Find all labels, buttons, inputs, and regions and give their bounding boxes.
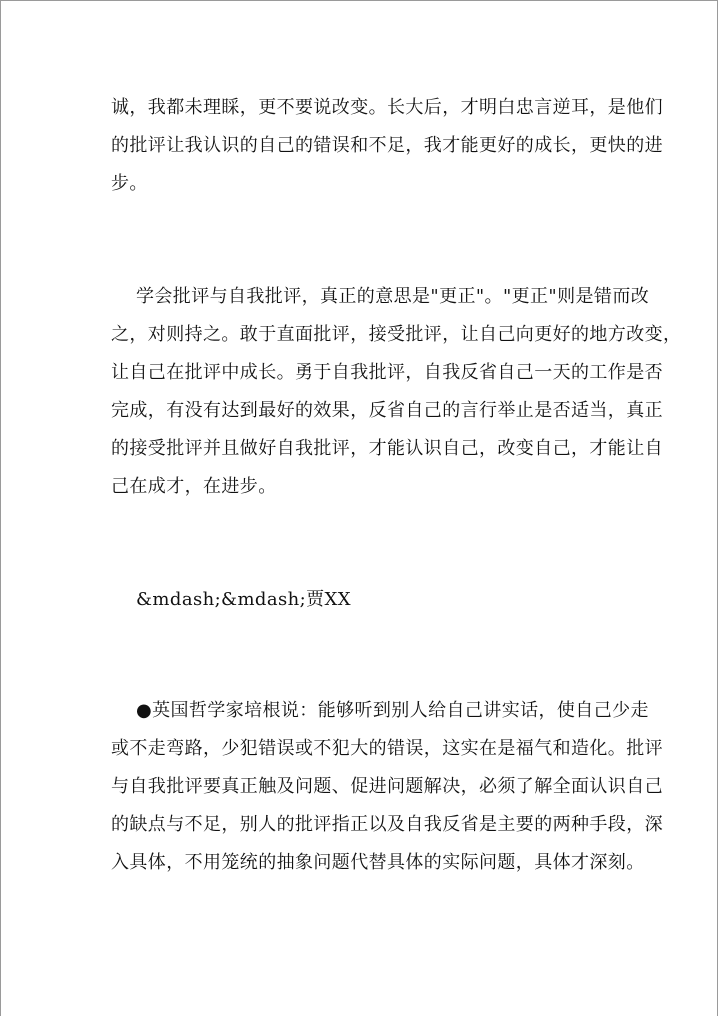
paragraph-4-line-3: 与自我批评要真正触及问题、促进问题解决，必须了解全面认识自己	[111, 776, 663, 797]
paragraph-4-line-1: ●英国哲学家培根说：能够听到别人给自己讲实话，使自己少走	[136, 700, 649, 721]
paragraph-4-line-5: 入具体，不用笼统的抽象问题代替具体的实际问题，具体才深刻。	[111, 852, 645, 873]
paragraph-1-line-2: 的批评让我认识的自己的错误和不足，我才能更好的成长，更快的进	[111, 135, 663, 156]
paragraph-2-line-2: 之，对则持之。敢于直面批评，接受批评，让自己向更好的地方改变，	[111, 324, 682, 345]
paragraph-2-line-6: 己在成才，在进步。	[111, 476, 277, 497]
paragraph-2-line-1: 学会批评与自我批评，真正的意思是"更正"。"更正"则是错而改	[136, 286, 650, 307]
paragraph-2-line-5: 的接受批评并且做好自我批评，才能认识自己，改变自己，才能让自	[111, 438, 663, 459]
paragraph-2-line-3: 让自己在批评中成长。勇于自我批评，自我反省自己一天的工作是否	[111, 362, 663, 383]
paragraph-1-line-1: 诚，我都未理睬，更不要说改变。长大后，才明白忠言逆耳，是他们	[111, 97, 663, 118]
paragraph-1-line-3: 步。	[111, 173, 148, 194]
signature-line: &mdash;&mdash;贾XX	[136, 589, 351, 610]
paragraph-4-line-4: 的缺点与不足，别人的批评指正以及自我反省是主要的两种手段，深	[111, 814, 663, 835]
paragraph-4-line-2: 或不走弯路，少犯错误或不犯大的错误，这实在是福气和造化。批评	[111, 738, 663, 759]
paragraph-2-line-4: 完成，有没有达到最好的效果，反省自己的言行举止是否适当，真正	[111, 400, 663, 421]
